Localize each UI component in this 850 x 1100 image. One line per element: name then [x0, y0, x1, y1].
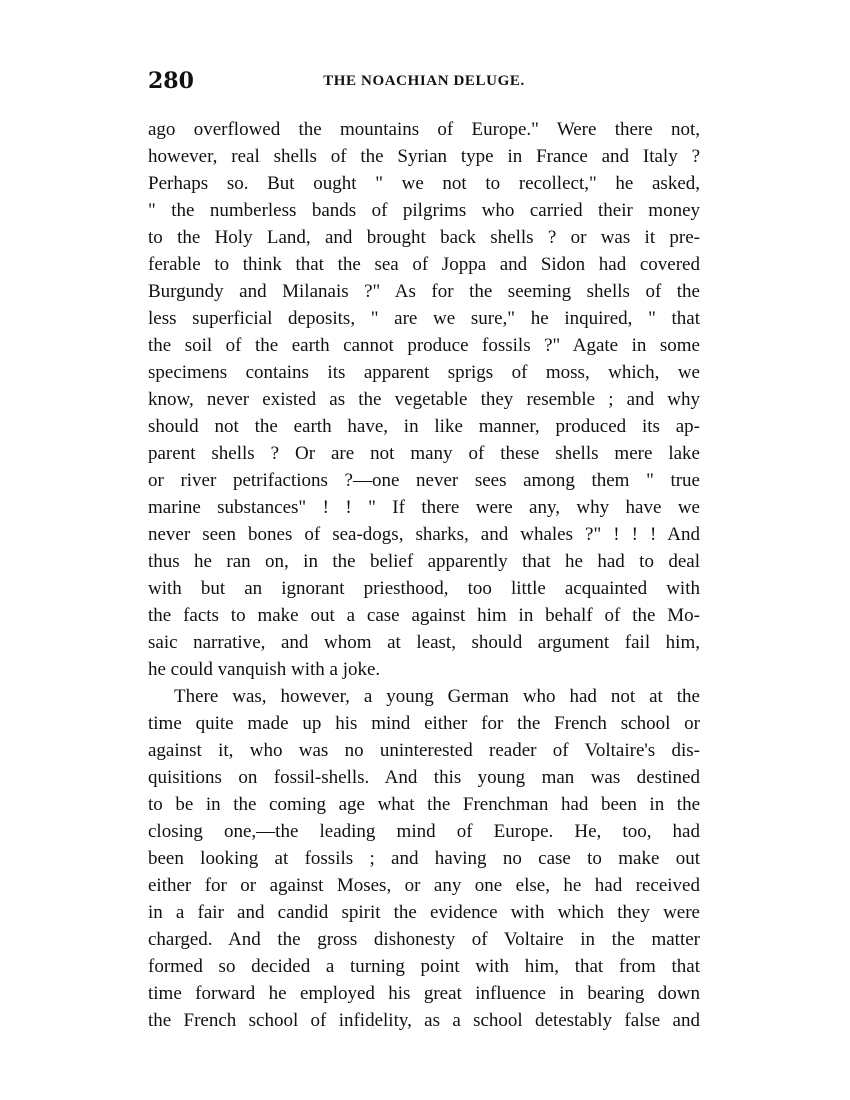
text-line: parent shells ? Or are not many of these shells mere lake	[148, 443, 700, 464]
text-line: know, never existed as the vegetable they resemble ; and why	[148, 389, 700, 410]
paragraph-first-line: There was, however, a young German who had not at the	[174, 686, 700, 707]
paragraph-last-line: he could vanquish with a joke.	[148, 659, 381, 680]
text-line: either for or against Moses, or any one else, he had received	[148, 875, 700, 896]
text-line: time forward he employed his great influence in bearing down	[148, 983, 700, 1004]
text-line: specimens contains its apparent sprigs of moss, which, we	[148, 362, 700, 383]
text-line: against it, who was no uninterested reader of Voltaire's dis-	[148, 740, 700, 761]
text-line: however, real shells of the Syrian type in France and Italy ?	[148, 146, 700, 167]
text-line: been looking at fossils ; and having no case to make out	[148, 848, 700, 869]
text-line: in a fair and candid spirit the evidence with which they were	[148, 902, 700, 923]
text-line: should not the earth have, in like manner, produced its ap-	[148, 416, 700, 437]
text-line: with but an ignorant priesthood, too little acquainted with	[148, 578, 700, 599]
text-line: Perhaps so. But ought " we not to recollect," he asked,	[148, 173, 700, 194]
text-line: closing one,—the leading mind of Europe. He, too, had	[148, 821, 700, 842]
text-line: the French school of infidelity, as a school detestably false and	[148, 1010, 700, 1031]
text-line: quisitions on fossil-shells. And this young man was destined	[148, 767, 700, 788]
running-head	[148, 66, 700, 96]
text-line: the soil of the earth cannot produce fossils ?" Agate in some	[148, 335, 700, 356]
text-line: or river petrifactions ?—one never sees among them " true	[148, 470, 700, 491]
text-line: to the Holy Land, and brought back shells ? or was it pre-	[148, 227, 700, 248]
text-line: to be in the coming age what the Frenchman had been in the	[148, 794, 700, 815]
text-line: ago overflowed the mountains of Europe." Were there not,	[148, 119, 700, 140]
text-line: time quite made up his mind either for the French school or	[148, 713, 700, 734]
text-line: never seen bones of sea-dogs, sharks, and whales ?" ! ! ! And	[148, 524, 700, 545]
text-line: thus he ran on, in the belief apparently that he had to deal	[148, 551, 700, 572]
text-line: less superficial deposits, " are we sure," he inquired, " that	[148, 308, 700, 329]
text-line: marine substances" ! ! " If there were any, why have we	[148, 497, 700, 518]
text-line: the facts to make out a case against him in behalf of the Mo-	[148, 605, 700, 626]
text-line: " the numberless bands of pilgrims who carried their money	[148, 200, 700, 221]
body-text	[148, 116, 700, 1034]
text-line: ferable to think that the sea of Joppa and Sidon had covered	[148, 254, 700, 275]
text-line: formed so decided a turning point with him, that from that	[148, 956, 700, 977]
text-line: charged. And the gross dishonesty of Voltaire in the matter	[148, 929, 700, 950]
text-line: Burgundy and Milanais ?" As for the seeming shells of the	[148, 281, 700, 302]
running-title: THE NOACHIAN DELUGE.	[323, 73, 525, 89]
text-line: saic narrative, and whom at least, should argument fail him,	[148, 632, 700, 653]
page-number: 280	[148, 68, 194, 94]
